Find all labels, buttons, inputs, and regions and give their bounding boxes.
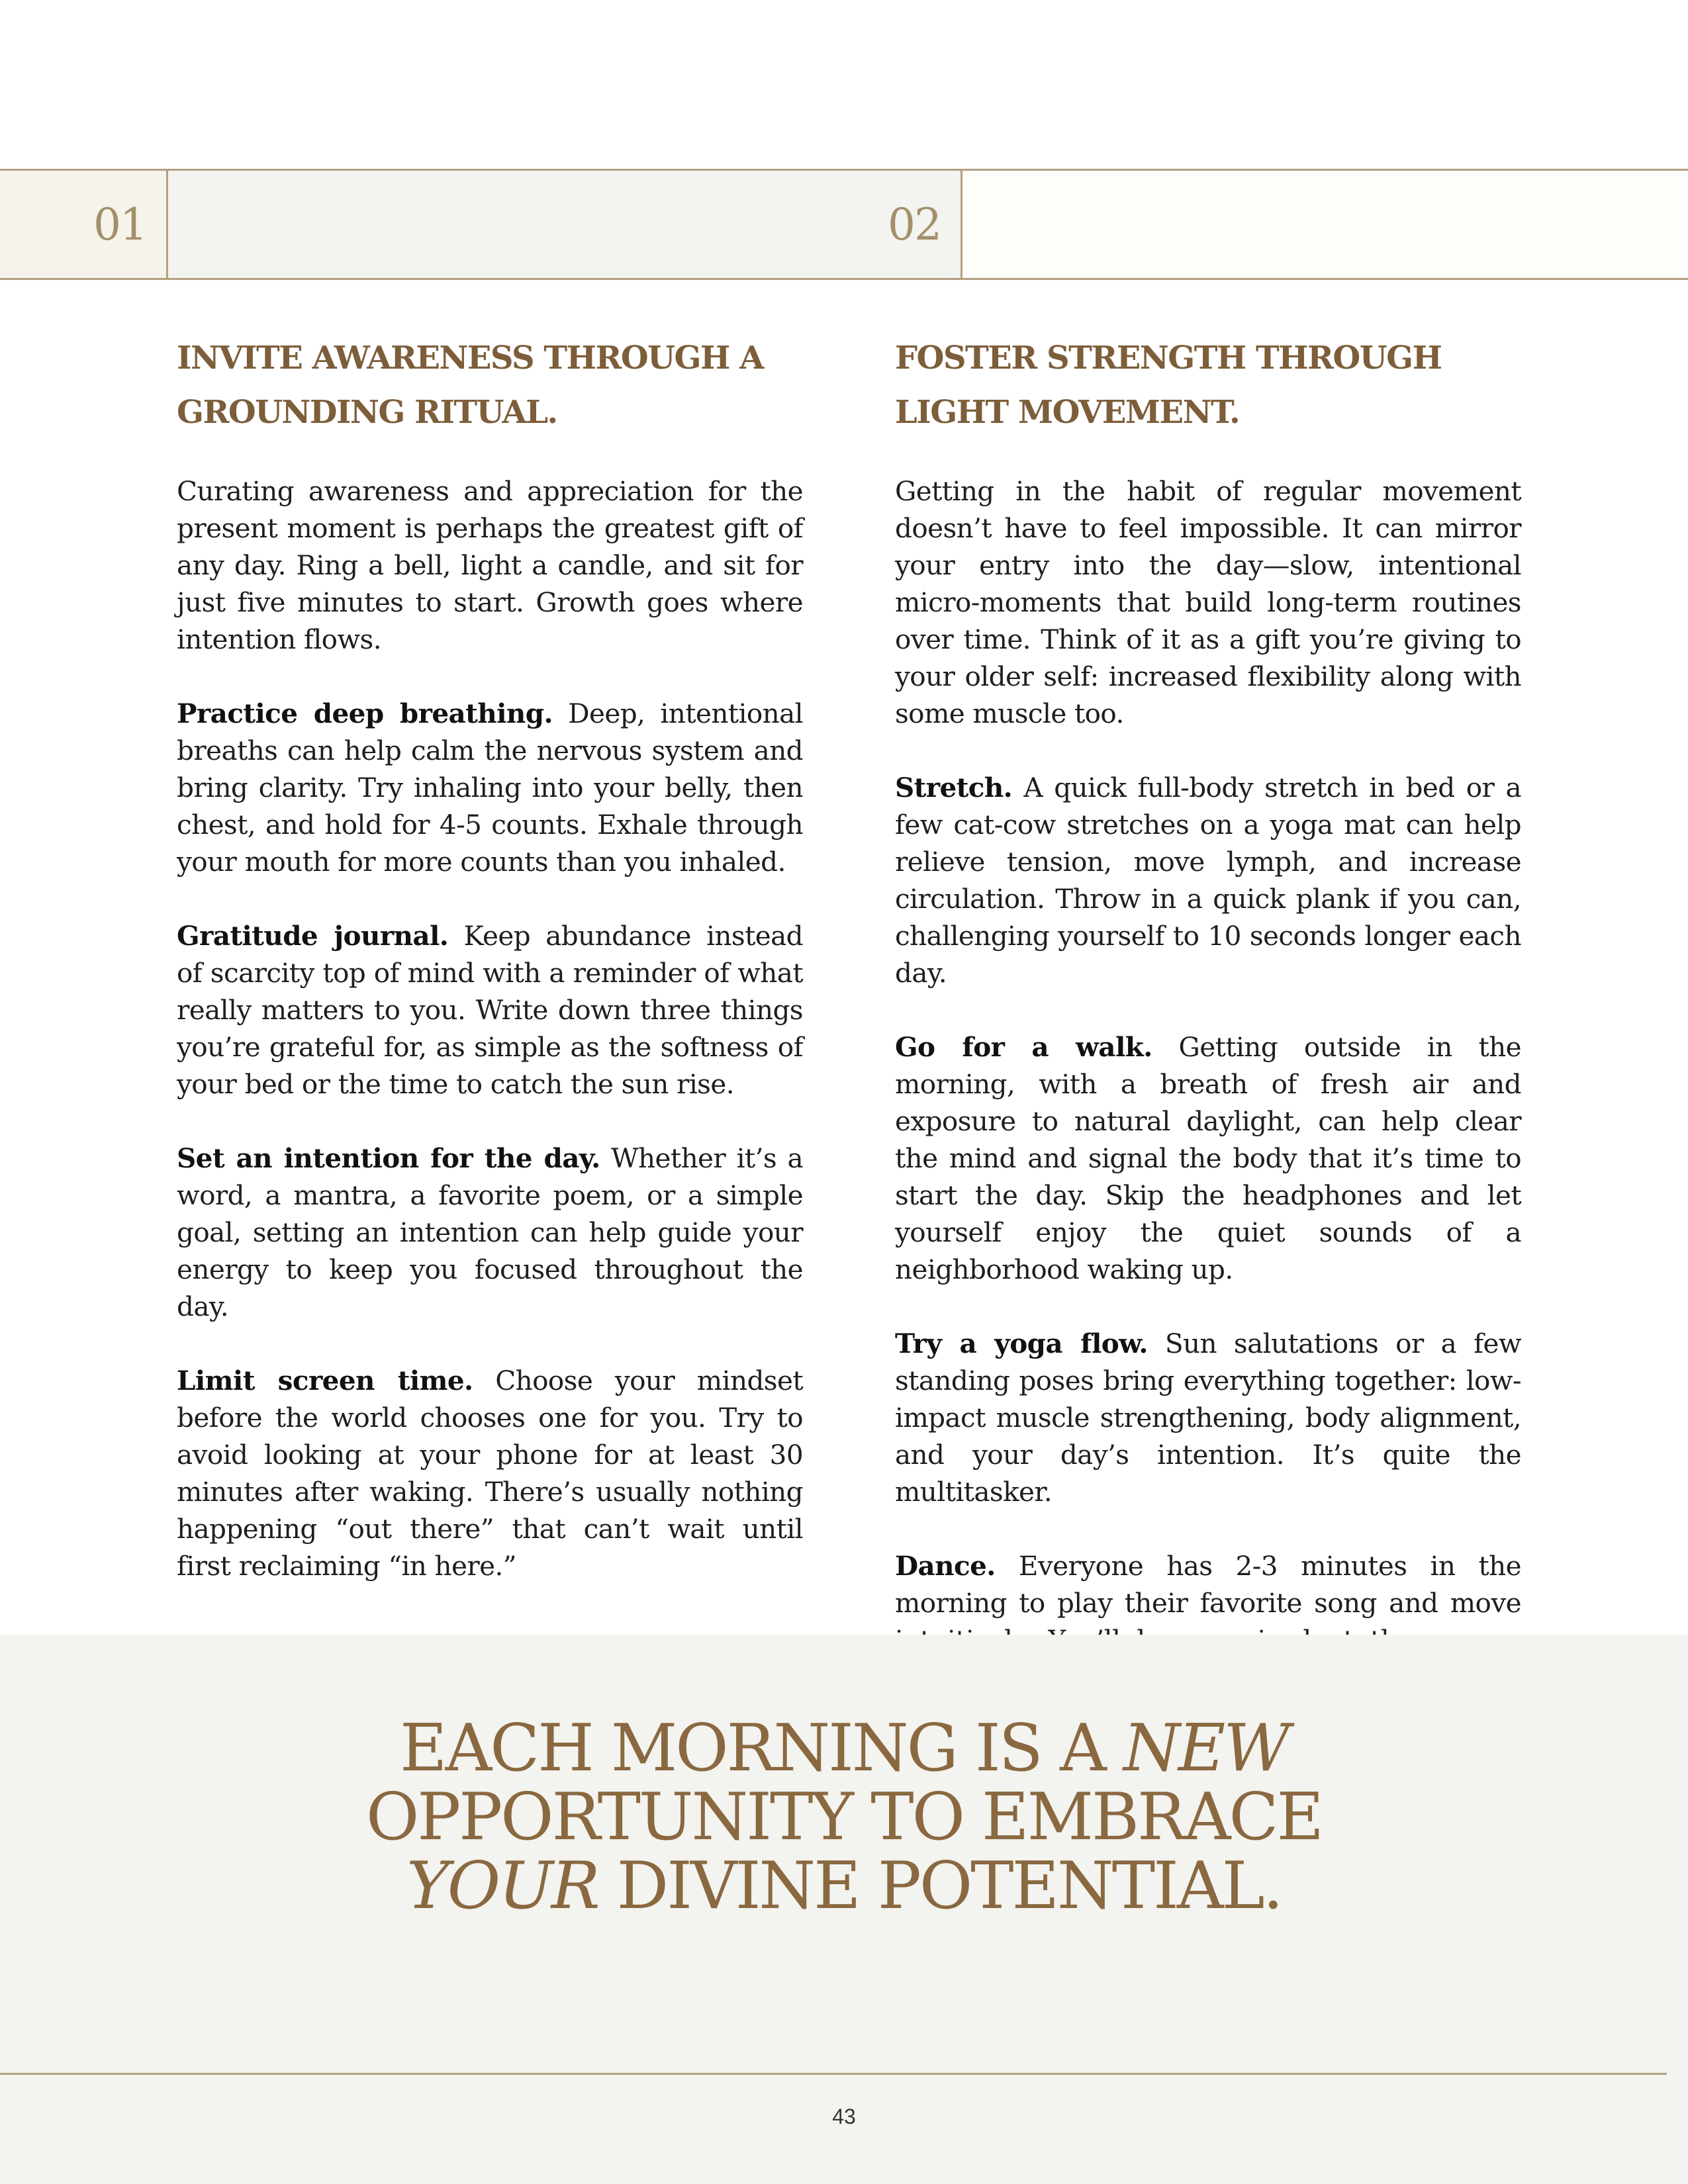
- left-item: [177, 695, 803, 880]
- left-item: [177, 1140, 803, 1325]
- left-intro: Curating awareness and appreciation for the present moment is perhaps the greatest gift of any day. Ring a bell, light a candle, and sit for just five minutes to start. Growth goes where intention flows.: [177, 475, 803, 655]
- pull-quote: [0, 1711, 1688, 1924]
- left-item-text: Deep, intentional breaths can help calm the nervous system and bring clarity. Try inhaling into your belly, then chest, and hold for 4-5 counts. Exhale through your mouth for more counts than you inhaled.: [177, 698, 803, 878]
- section-number-02: 02: [888, 199, 941, 250]
- section-02-cell: [861, 171, 962, 278]
- left-heading-line-1: INVITE AWARENESS THROUGH A: [177, 340, 763, 377]
- pull-quote-text: DIVINE POTENTIAL.: [598, 1848, 1282, 1924]
- section-number-01: 01: [93, 199, 146, 250]
- right-heading: [895, 331, 1521, 439]
- right-item-head: Try a yoga flow.: [895, 1328, 1148, 1359]
- pull-quote-text: EACH MORNING IS A: [400, 1711, 1123, 1786]
- right-item: [895, 1028, 1521, 1288]
- left-column: [177, 331, 803, 1621]
- right-item-head: Go for a walk.: [895, 1031, 1152, 1063]
- right-item-text: Sun salutations or a few standing poses bring everything together: low-impact muscle strengthening, body alignment, and your day’s intention. It’s quite the multitasker.: [895, 1328, 1521, 1508]
- right-item-text: Everyone has 2-3 minutes in the morning to play their favorite song and move: [895, 1550, 1521, 1619]
- left-item-head: Gratitude journal.: [177, 920, 449, 952]
- left-item: [177, 1362, 803, 1584]
- right-heading-line-2: LIGHT MOVEMENT.: [895, 394, 1240, 431]
- right-item-text: A quick full-body stretch in bed or a few cat-cow stretches on a yoga mat can help relieve tension, move lymph, and increase circulation. Throw in a quick plank if you can, challenging yourself to 10 seconds longer each day.: [895, 772, 1521, 989]
- footer-divider: [0, 2073, 1667, 2075]
- section-01-cell: [0, 171, 168, 278]
- left-heading-line-2: GROUNDING RITUAL.: [177, 394, 557, 431]
- pull-quote-line-1: [0, 1711, 1688, 1786]
- right-item-head: Stretch.: [895, 772, 1013, 803]
- left-heading: [177, 331, 803, 439]
- left-item-head: Limit screen time.: [177, 1365, 473, 1396]
- right-item: [895, 769, 1521, 991]
- left-item-head: Practice deep breathing.: [177, 698, 553, 729]
- pull-quote-emphasis: NEW: [1123, 1711, 1288, 1786]
- right-item-head: Dance.: [895, 1550, 996, 1582]
- section-02-blank: [962, 171, 1688, 278]
- left-item-text: Whether it’s a word, a mantra, a favorite poem, or a simple goal, setting an intention can help guide your energy to keep you focused throughout the day.: [177, 1142, 803, 1322]
- right-item-text: Getting outside in the morning, with a breath of fresh air and exposure to natural daylight, can help clear the mind and signal the body that it’s time to start the day. Skip the headphones and let yourself enjoy the quiet sounds of a neighborhood waking up.: [895, 1031, 1522, 1285]
- section-number-band: [0, 169, 1688, 280]
- pull-quote-emphasis: YOUR: [406, 1848, 598, 1924]
- right-item: [895, 1325, 1521, 1510]
- section-01-blank: [168, 171, 896, 278]
- left-item: [177, 917, 803, 1103]
- left-item-text: Choose your mindset before the world chooses one for you. Try to avoid looking at your phone for at least 30 minutes after waking. There’s usually nothing happening “out there” that can’t wait until first reclaiming “in here.”: [177, 1365, 803, 1582]
- page-number: 43: [832, 2105, 856, 2128]
- pull-quote-line-3: [0, 1848, 1688, 1924]
- right-column: [895, 331, 1521, 1733]
- quote-band: [0, 1635, 1688, 2184]
- pull-quote-line-2: OPPORTUNITY TO EMBRACE: [365, 1780, 1323, 1855]
- right-heading-line-1: FOSTER STRENGTH THROUGH: [895, 340, 1442, 377]
- left-item-text: Keep abundance instead of scarcity top of mind with a reminder of what really matters to you. Write down three things you’re grateful for, as simple as the softness of your bed or the time to catch the sun rise.: [177, 920, 804, 1100]
- left-item-head: Set an intention for the day.: [177, 1142, 600, 1174]
- right-intro: Getting in the habit of regular movement doesn’t have to feel impossible. It can mirror your entry into the day—slow, intentional micro-moments that build long-term routines over time. Think of it as a gift you’re giving to your older self: increased flexibility along with some muscle too.: [895, 475, 1521, 729]
